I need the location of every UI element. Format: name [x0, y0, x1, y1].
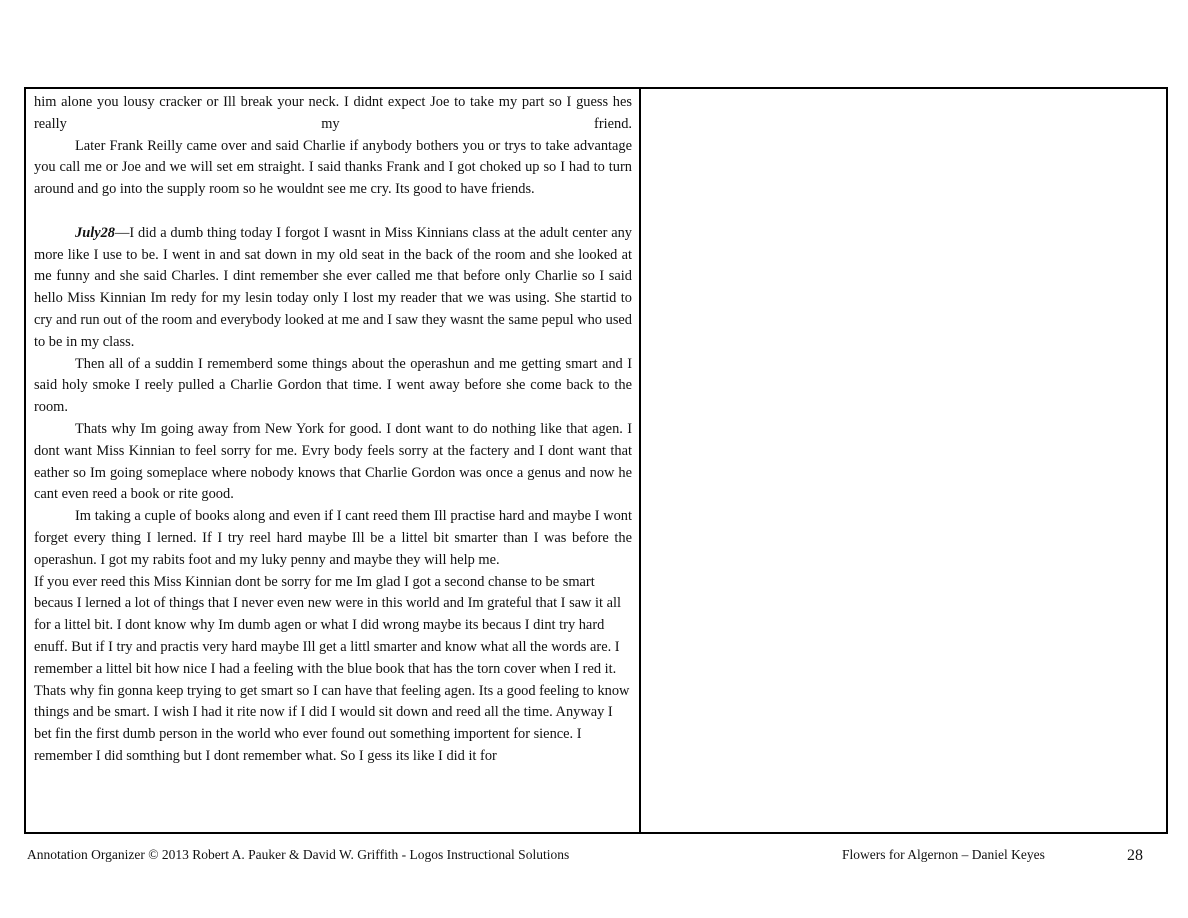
paragraph-spacer — [34, 201, 632, 223]
em-dash: — — [114, 224, 130, 241]
passage-paragraph: If you ever reed this Miss Kinnian dont be sorry for me Im glad I got a second chanse to be smart becaus I lerned a lot of things that I never even new were in this world and Im grateful that I saw it all for a littel bit. I dont know why Im dumb agen or what I did wrong maybe its becaus I dint try hard enuff. But if I try and practis very hard maybe Ill get a littl smarter and know what all the words are. I remember a littel bit how nice I had a feeling with the blue book that has the torn cover when I red it. Thats why fin gonna keep trying to get smart so I can have that feeling agen. Its a good feeling to know things and be smart. I wish I had it rite now if I did I would sit down and reed all the time. Anyway I bet fin the first dumb person in the world who ever found out something importent for sience. I remember I did somthing but I dont remember what. So I gess its like I did it for — [34, 573, 630, 764]
passage-paragraph: him alone you lousy cracker or Ill break your neck. I didnt expect Joe to take my part so I guess hes really my friend. — [34, 94, 632, 132]
footer-book-title: Flowers for Algernon – Daniel Keyes — [842, 847, 1045, 862]
footer-copyright: Annotation Organizer © 2013 Robert A. Pauker & David W. Griffith - Logos Instructional Solutions — [27, 847, 570, 862]
page-number: 28 — [1127, 847, 1143, 864]
journal-date: July28 — [75, 224, 115, 241]
passage-paragraph: Later Frank Reilly came over and said Charlie if anybody bothers you or trys to take advantage you call me or Joe and we will set em straight. I said thanks Frank and I got choked up so I had to turn around and go into the supply room so he wouldnt see me cry. Its good to have friends. — [34, 137, 632, 198]
annotation-notes-column[interactable] — [641, 89, 1166, 832]
passage-paragraph — [34, 223, 632, 354]
passage-paragraph: Thats why Im going away from New York for good. I dont want to do nothing like that agen. I dont want Miss Kinnian to feel sorry for me. Evry body feels sorry at the factery and I dont want that eather so Im going someplace where nobody knows that Charlie Gordon was once a genus and now he cant even reed a book or rite good. — [34, 420, 632, 503]
passage-paragraph: Im taking a cuple of books along and even if I cant reed them Ill practise hard and maybe I wont forget every thing I lerned. If I try reel hard maybe Ill be a littel bit smarter than I was before the operashun. I got my rabits foot and my luky penny and maybe they will help me. — [34, 508, 632, 568]
passage-paragraph: Then all of a suddin I rememberd some things about the operashun and me getting smart and I said holy smoke I reely pulled a Charlie Gordon that time. I went away before she come back to the room. — [34, 355, 632, 416]
annotation-organizer-table — [24, 87, 1168, 834]
passage-column — [26, 89, 641, 832]
entry-text: I did a dumb thing today I forgot I wasnt in Miss Kinnians class at the adult center any more like I use to be. I went in and sat down in my old seat in the back of the room and she looked at me funny and she said Charles. I dint remember she ever called me that before only Charlie so I said hello Miss Kinnian Im redy for my lesin today only I lost my reader that we was using. She startid to cry and run out of the room and everybody looked at me and I saw they wasnt the same pepul who used to be in my class. — [34, 224, 632, 350]
